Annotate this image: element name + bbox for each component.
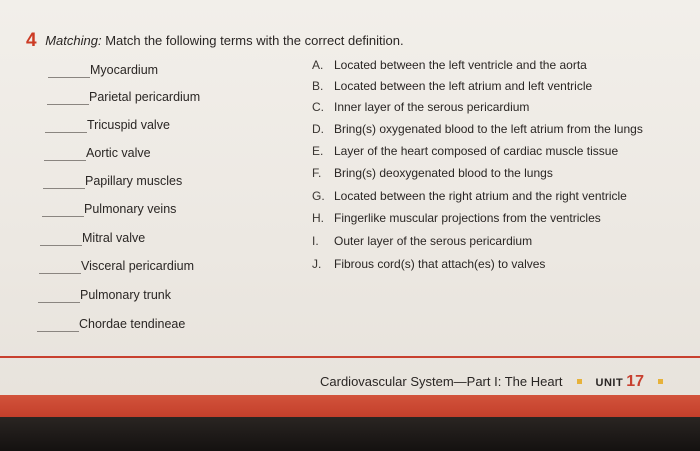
term-label: Mitral valve — [82, 231, 146, 245]
definition-letter: B. — [312, 79, 324, 93]
definition-text: Inner layer of the serous pericardium — [334, 100, 530, 114]
definition-letter: J. — [312, 257, 322, 271]
chapter-title: Cardiovascular System—Part I: The Heart — [320, 374, 563, 389]
question-instruction: Match the following terms with the correct definition. — [105, 33, 404, 48]
term-label: Chordae tendineae — [79, 317, 186, 331]
answer-blank[interactable] — [42, 216, 84, 217]
term-label: Aortic valve — [86, 146, 151, 160]
unit-label: UNIT — [595, 377, 624, 389]
answer-blank[interactable] — [43, 188, 85, 189]
footer-divider — [0, 356, 700, 358]
definition-text: Located between the left atrium and left ventricle — [334, 79, 593, 93]
background-surface — [0, 417, 700, 451]
definition-text: Fingerlike muscular projections from the ventricles — [334, 211, 601, 225]
definition-letter: F. — [312, 166, 322, 180]
question-number: 4 — [26, 30, 37, 51]
term-label: Visceral pericardium — [81, 259, 195, 273]
question-heading — [26, 30, 404, 52]
definition-item — [312, 234, 532, 250]
answer-blank[interactable] — [47, 104, 89, 105]
definition-letter: D. — [312, 122, 324, 136]
question-label: Matching: — [45, 33, 102, 48]
definition-letter: C. — [312, 100, 324, 114]
definition-item — [312, 100, 529, 116]
definition-item — [312, 144, 618, 160]
answer-blank[interactable] — [39, 273, 81, 274]
term-label: Myocardium — [90, 63, 159, 77]
definition-letter: I. — [312, 234, 319, 248]
definition-item — [312, 122, 643, 138]
answer-blank[interactable] — [38, 302, 80, 303]
definition-item — [312, 211, 601, 227]
answer-blank[interactable] — [44, 160, 86, 161]
term-label: Tricuspid valve — [87, 118, 170, 132]
footer-red-band — [0, 395, 700, 417]
definition-letter: H. — [312, 211, 324, 225]
answer-blank[interactable] — [48, 77, 90, 78]
page-footer — [320, 373, 677, 391]
bullet-square-icon — [577, 379, 582, 384]
term-label: Parietal pericardium — [89, 90, 201, 104]
definition-letter: E. — [312, 144, 324, 158]
definition-text: Bring(s) deoxygenated blood to the lungs — [334, 166, 553, 180]
definition-text: Located between the left ventricle and the aorta — [334, 58, 587, 72]
definition-item — [312, 58, 587, 74]
answer-blank[interactable] — [45, 132, 87, 133]
definition-text: Fibrous cord(s) that attach(es) to valves — [334, 257, 546, 271]
definition-text: Outer layer of the serous pericardium — [334, 234, 533, 248]
definition-item — [312, 166, 553, 182]
definition-letter: G. — [312, 189, 325, 203]
definition-item — [312, 79, 592, 95]
bullet-square-icon — [658, 379, 663, 384]
answer-blank[interactable] — [37, 331, 79, 332]
definition-text: Bring(s) oxygenated blood to the left atrium from the lungs — [334, 122, 643, 136]
definition-text: Located between the right atrium and the right ventricle — [334, 189, 627, 203]
term-label: Pulmonary veins — [84, 202, 177, 216]
answer-blank[interactable] — [40, 245, 82, 246]
definition-item — [312, 189, 627, 205]
definition-item — [312, 257, 545, 273]
term-label: Pulmonary trunk — [80, 288, 172, 302]
definition-letter: A. — [312, 58, 324, 72]
term-label: Papillary muscles — [85, 174, 183, 188]
unit-number: 17 — [626, 373, 644, 390]
definition-text: Layer of the heart composed of cardiac muscle tissue — [334, 144, 619, 158]
